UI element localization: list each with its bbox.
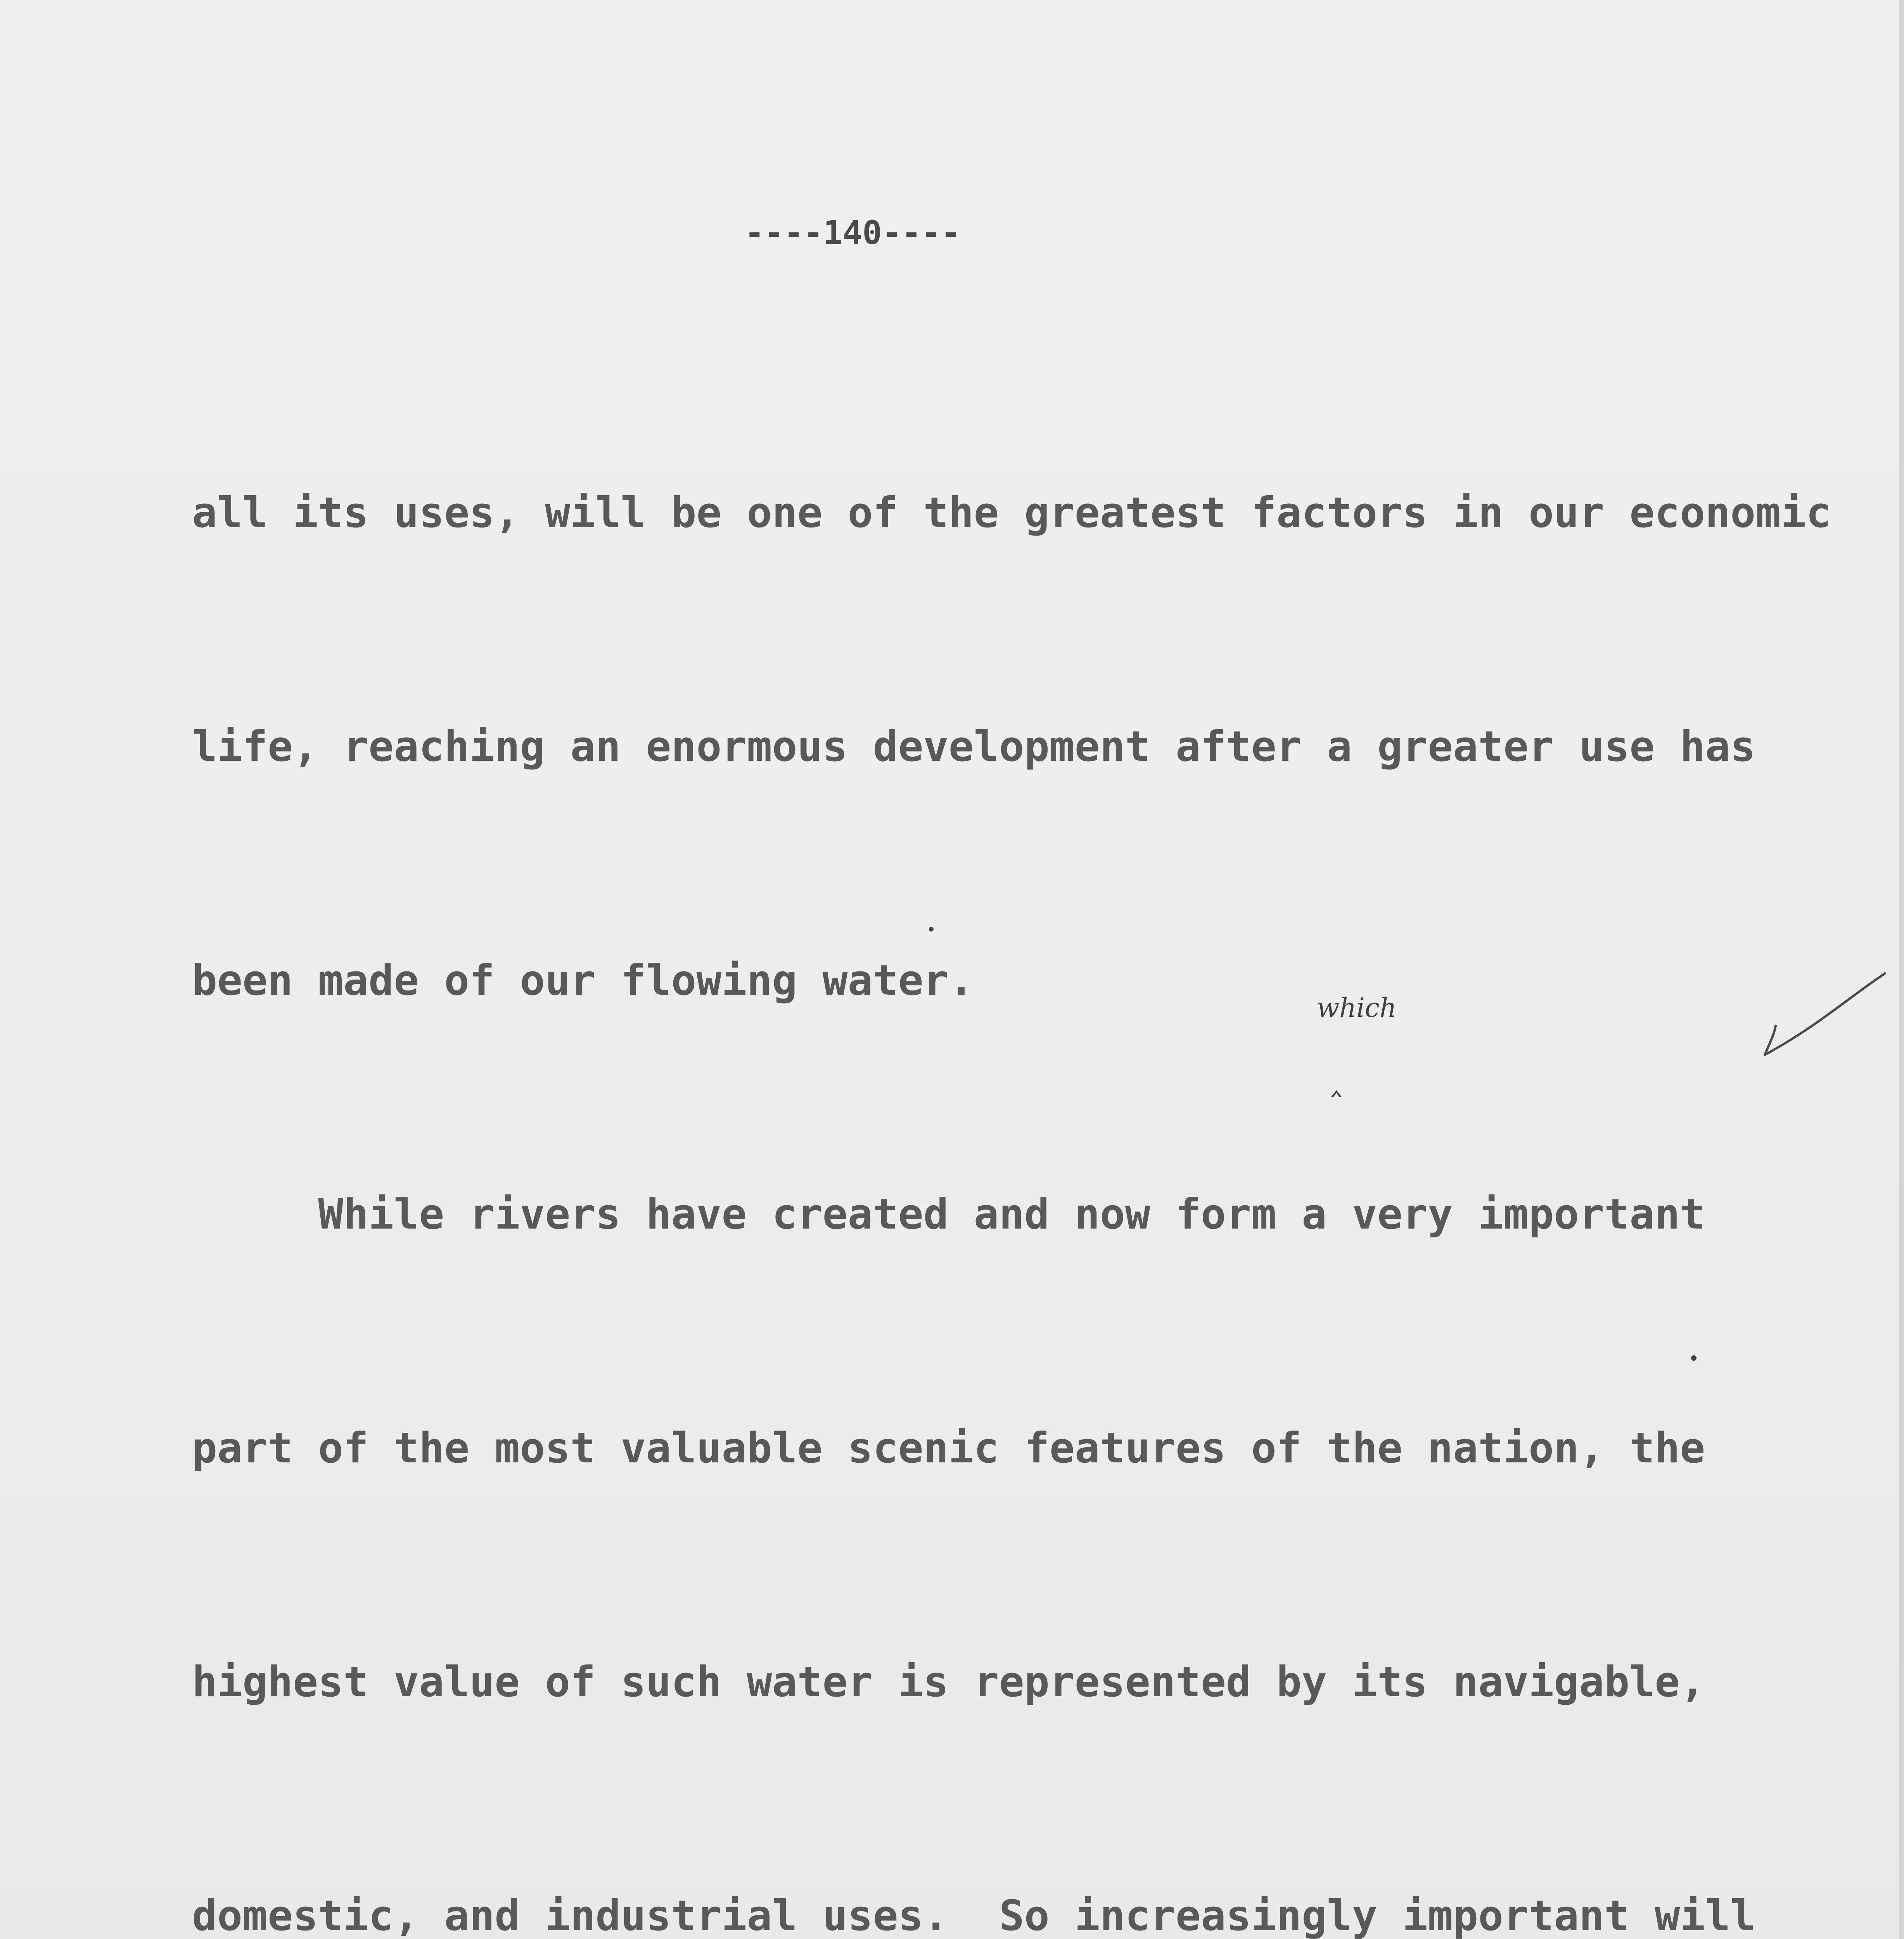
insertion-caret-icon: ‸: [1331, 1061, 1342, 1097]
body-text: [192, 318, 1882, 1939]
text-line: While rivers have created and now form a very important: [192, 1190, 1705, 1239]
page-number: ----140----: [745, 214, 961, 252]
page-edge: [1899, 0, 1904, 1939]
text-line: domestic, and industrial uses. So increasingly important will: [192, 1892, 1756, 1939]
text-line: been made of our flowing water.: [192, 956, 974, 1005]
text-line: life, reaching an enormous development after a greater use has: [192, 722, 1756, 771]
paper-speck: [929, 927, 934, 931]
text-line: highest value of such water is represented by its navigable,: [192, 1658, 1705, 1706]
margin-check-mark-icon: [1753, 962, 1893, 1078]
text-line: part of the most valuable scenic features of the nation, the: [192, 1424, 1705, 1472]
paper-speck: [1691, 1355, 1696, 1361]
text-line: all its uses, will be one of the greatest factors in our economic: [192, 489, 1831, 537]
handwritten-insertion: which: [1317, 993, 1397, 1023]
